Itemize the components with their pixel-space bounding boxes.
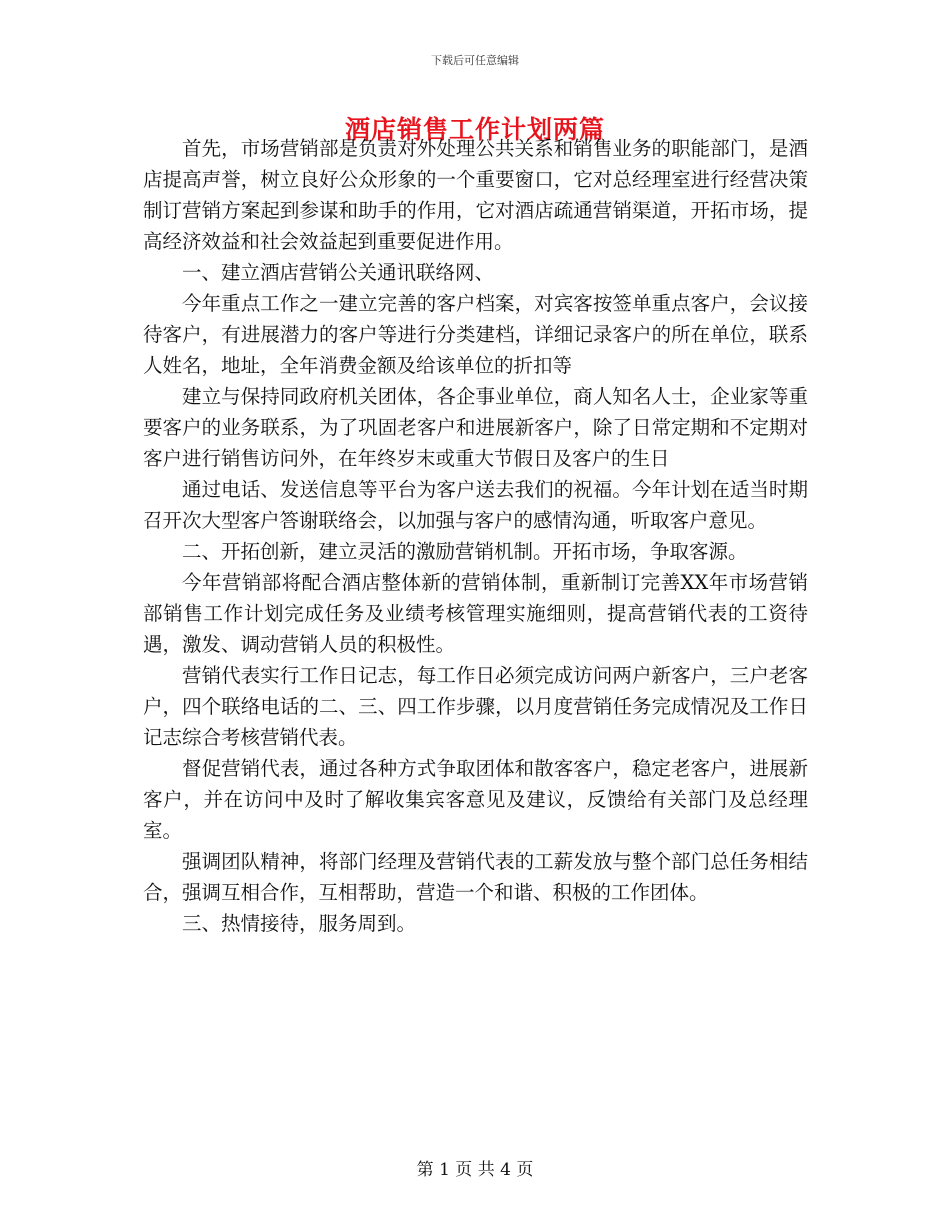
paragraph: 督促营销代表，通过各种方式争取团体和散客客户，稳定老客户，进展新客户，并在访问中及时了解收集宾客意见及建议，反馈给有关部门及总经理室。 (143, 757, 808, 842)
paragraph: 建立与保持同政府机关团体，各企事业单位，商人知名人士，企业家等重要客户的业务联系，为了巩固老客户和进展新客户，除了日常定期和不定期对客户进行销售访问外，在年终岁末或重大节假日及客户的生日 (143, 385, 808, 470)
section-heading-3: 三、热情接待，服务周到。 (182, 912, 417, 935)
paragraph: 今年营销部将配合酒店整体新的营销体制，重新制订完善XX年市场营销部销售工作计划完成任务及业绩考核管理实施细则，提高营销代表的工资待遇，激发、调动营销人员的积极性。 (143, 571, 808, 656)
section-heading-1: 一、建立酒店营销公关通讯联络网、 (182, 261, 495, 284)
paragraph: 今年重点工作之一建立完善的客户档案，对宾客按签单重点客户，会议接待客户，有进展潜力的客户等进行分类建档，详细记录客户的所在单位，联系人姓名，地址，全年消费金额及给该单位的折扣等 (143, 292, 808, 377)
paragraph: 强调团队精神，将部门经理及营销代表的工薪发放与整个部门总任务相结合，强调互相合作，互相帮助，营造一个和谐、积极的工作团体。 (143, 850, 808, 904)
paragraph: 通过电话、发送信息等平台为客户送去我们的祝福。今年计划在适当时期召开次大型客户答谢联络会，以加强与客户的感情沟通，听取客户意见。 (143, 478, 808, 532)
page-number: 第 1 页 共 4 页 (416, 1160, 534, 1180)
paragraph: 营销代表实行工作日记志，每工作日必须完成访问两户新客户，三户老客户，四个联络电话的二、三、四工作步骤，以月度营销任务完成情况及工作日记志综合考核营销代表。 (143, 664, 808, 749)
page-header-note: 下载后可任意编辑 (431, 54, 519, 67)
document-body (143, 133, 808, 939)
paragraph-intro: 首先，市场营销部是负责对外处理公共关系和销售业务的职能部门，是酒店提高声誉，树立良好公众形象的一个重要窗口，它对总经理室进行经营决策制订营销方案起到参谋和助手的作用，它对酒店疏通营销渠道，开拓市场，提高经济效益和社会效益起到重要促进作用。 (143, 137, 808, 253)
section-heading-2: 二、开拓创新，建立灵活的激励营销机制。开拓市场，争取客源。 (182, 540, 748, 563)
document-title: 酒店销售工作计划两篇 (344, 115, 605, 144)
